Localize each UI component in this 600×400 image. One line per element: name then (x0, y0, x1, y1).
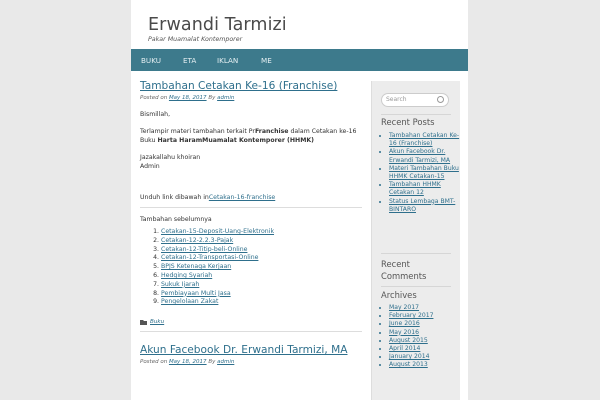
recent-post-link-4[interactable]: Tambahan HHMK Cetakan 12 (389, 181, 441, 197)
recent-post-link-1[interactable]: Tambahan Cetakan Ke-16 (Franchise) (389, 132, 460, 148)
list-item (389, 361, 461, 369)
post-author-link[interactable]: admin (217, 95, 235, 101)
extra-link-3[interactable]: Cetakan-12-Titip-beli-Online (161, 245, 248, 253)
extra-link-8[interactable]: Pembiayaan Multi Jasa (161, 289, 231, 297)
nav-item-eta[interactable]: ETA (183, 56, 197, 65)
sidebar-divider (381, 286, 451, 287)
intro-bold-1: Franchise (254, 128, 289, 135)
extra-link-2[interactable]: Cetakan-12-2.2.3-Pajak (161, 236, 234, 244)
list-item (389, 320, 461, 328)
download-link[interactable]: Cetakan-16-franchise (208, 194, 276, 201)
archive-link-2[interactable]: February 2017 (389, 312, 434, 320)
divider (140, 207, 362, 208)
list-item (389, 353, 461, 361)
list-item (161, 246, 362, 255)
folder-icon (140, 319, 147, 325)
extra-link-4[interactable]: Cetakan-12-Transportasi-Online (161, 254, 259, 262)
list-item (161, 263, 362, 272)
sidebar-divider (381, 114, 451, 115)
download-line (140, 193, 362, 202)
recent-posts-list (381, 132, 461, 214)
recent-posts-title: Recent Posts (381, 117, 435, 127)
nav-item-me[interactable]: ME (261, 56, 272, 65)
extras-label: Tambahan sebelumnya (140, 216, 212, 223)
main-nav (131, 49, 468, 71)
list-item (389, 148, 461, 164)
intro-paragraph (140, 127, 362, 145)
content-area (140, 80, 362, 365)
post-title-2[interactable]: Akun Facebook Dr. Erwandi Tarmizi, MA (140, 344, 348, 357)
recent-post-link-3[interactable]: Materi Tambahan Buku HHMK Cetakan-15 (389, 164, 459, 181)
by-label-2: By (208, 359, 216, 366)
page (131, 0, 468, 400)
post-date-link[interactable]: May 18, 2017 (168, 95, 207, 101)
recent-post-link-5[interactable]: Status Lembaga BMT-BINTARO (389, 197, 456, 213)
archive-link-7[interactable]: January 2014 (389, 353, 430, 361)
nav-item-iklan[interactable]: IKLAN (217, 56, 239, 65)
list-item (389, 345, 461, 353)
signoff-text: Admin (140, 163, 160, 170)
archives-list (381, 304, 461, 370)
list-item (161, 290, 362, 299)
extras-list (140, 228, 362, 307)
extra-link-5[interactable]: BPJS Ketenaga Kerjaan (161, 263, 232, 271)
extra-link-6[interactable]: Hedging Syariah (161, 271, 213, 279)
list-item (389, 198, 461, 214)
thanks-text: Jazakallahu khoiran (140, 154, 201, 161)
greeting-text: Bismillah, (140, 111, 171, 118)
intro-text-3: Buku (140, 137, 158, 144)
search-placeholder: Search (386, 96, 407, 103)
recent-comments-title: Recent Comments (381, 259, 427, 281)
post-category (140, 319, 362, 325)
list-item (389, 181, 461, 197)
archives-title: Archives (381, 290, 417, 300)
site-header (131, 0, 468, 48)
category-link[interactable]: Buku (150, 319, 165, 326)
list-item (161, 228, 362, 237)
sidebar (371, 81, 460, 400)
list-item (161, 281, 362, 290)
recent-post-link-2[interactable]: Akun Facebook Dr. Erwandi Tarmizi, MA (389, 148, 451, 164)
intro-text-2: dalam Cetakan ke-16 (288, 128, 357, 135)
by-label: By (208, 95, 216, 101)
list-item (161, 298, 362, 307)
archive-link-3[interactable]: June 2016 (389, 320, 420, 328)
archive-link-8[interactable]: August 2013 (389, 361, 428, 369)
extra-link-9[interactable]: Pengelolaan Zakat (161, 298, 219, 306)
nav-item-buku[interactable]: BUKU (141, 56, 161, 65)
download-text: Unduh link dibawah in (140, 194, 209, 201)
extra-link-1[interactable]: Cetakan-15-Deposit-Uang-Elektronik (161, 228, 275, 235)
post-author-link-2[interactable]: admin (217, 359, 235, 366)
search-icon[interactable] (437, 96, 444, 103)
post-date-link-2[interactable]: May 18, 2017 (168, 359, 207, 366)
list-item (389, 132, 461, 148)
intro-bold-2: Harta HaramMuamalat Kontemporer (HHMK) (157, 137, 314, 144)
archive-link-5[interactable]: August 2015 (389, 336, 428, 344)
site-description: Pakar Muamalat Kontemporer (148, 36, 243, 43)
site-title[interactable]: Erwandi Tarmizi (148, 15, 287, 35)
list-item (389, 304, 461, 312)
post-meta-2 (140, 359, 362, 365)
list-item (389, 165, 461, 181)
posted-on-label-2: Posted on (140, 359, 168, 366)
list-item (161, 237, 362, 246)
post-divider (140, 331, 362, 332)
archive-link-1[interactable]: May 2017 (389, 304, 420, 311)
post-title[interactable]: Tambahan Cetakan Ke-16 (Franchise) (140, 80, 338, 92)
list-item (161, 272, 362, 281)
search-input[interactable] (381, 93, 449, 107)
list-item (389, 329, 461, 337)
list-item (161, 254, 362, 263)
list-item (389, 337, 461, 345)
post-meta (140, 95, 362, 101)
list-item (389, 312, 461, 320)
posted-on-label: Posted on (140, 95, 168, 101)
archive-link-6[interactable]: April 2014 (389, 345, 421, 353)
sidebar-divider (381, 253, 451, 254)
archive-link-4[interactable]: May 2016 (389, 328, 420, 336)
extra-link-7[interactable]: Sukuk Ijarah (161, 280, 200, 288)
intro-text-1: Terlampir materi tambahan terkait Pr (140, 128, 255, 135)
